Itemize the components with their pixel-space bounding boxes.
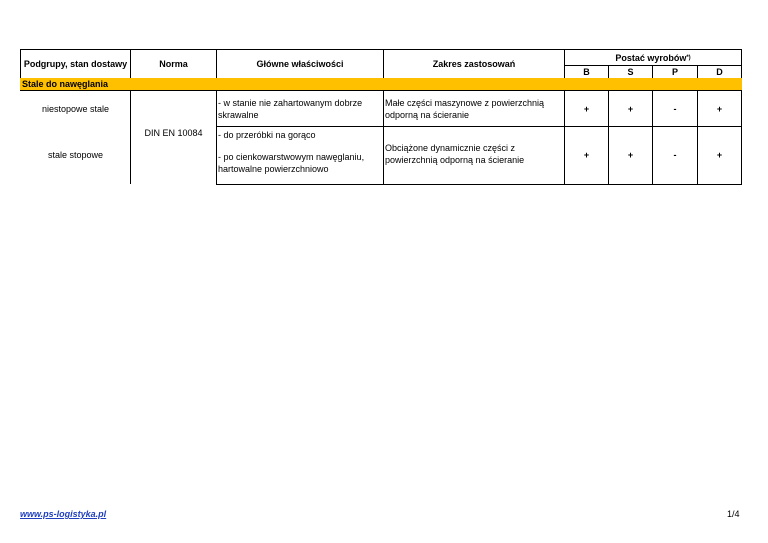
header-properties: Główne właściwości — [256, 59, 344, 69]
table-right-border — [741, 49, 742, 185]
row1-application: Małe części maszynowe z powierzchnią odporną na ścieranie — [385, 98, 545, 120]
section-title: Stale do nawęglania — [22, 79, 109, 89]
row1-form-d: + — [716, 104, 723, 114]
col-divider-applications-body — [383, 91, 384, 184]
section-bottom-border — [20, 90, 742, 91]
row2-subgroup: stale stopowe — [47, 150, 104, 160]
row2-form-s: + — [627, 150, 634, 160]
norm-value: DIN EN 10084 — [144, 128, 203, 138]
row2-application: Obciążone dynamicznie części z powierzchnią odporną na ścieranie — [385, 143, 525, 165]
website-link[interactable]: www.ps-logistyka.pl — [20, 509, 107, 519]
header-applications: Zakres zastosowań — [432, 59, 516, 69]
header-form-b: B — [583, 67, 590, 77]
row1-form-s: + — [627, 104, 634, 114]
header-product-form: Postać wyrobów *) — [615, 53, 691, 63]
table-bottom-border — [216, 184, 742, 185]
header-subgroups: Podgrupy, stan dostawy — [23, 59, 128, 69]
header-form-s: S — [627, 67, 634, 77]
row2-property-2: - po cienkowarstwowym nawęglaniu, hartowalne powierzchniowo — [218, 152, 365, 174]
section-band — [20, 78, 742, 90]
row2-form-p: - — [673, 150, 677, 160]
row2-form-d: + — [716, 150, 723, 160]
page-number: 1/4 — [727, 509, 740, 519]
product-form-label: Postać wyrobów — [615, 53, 687, 63]
row1-form-b: + — [583, 104, 590, 114]
row1-subgroup: niestopowe stale — [41, 104, 110, 114]
header-form-d: D — [716, 67, 723, 77]
row1-form-p: - — [673, 104, 677, 114]
header-norm: Norma — [159, 59, 188, 69]
row1-bottom-border-props — [216, 126, 742, 127]
row1-property: - w stanie nie zahartowanym dobrze skrawalne — [218, 98, 363, 120]
row2-form-b: + — [583, 150, 590, 160]
col-divider-properties-body — [216, 91, 217, 184]
header-form-p: P — [671, 67, 678, 77]
row2-property-1: - do przeróbki na gorąco — [218, 130, 316, 140]
